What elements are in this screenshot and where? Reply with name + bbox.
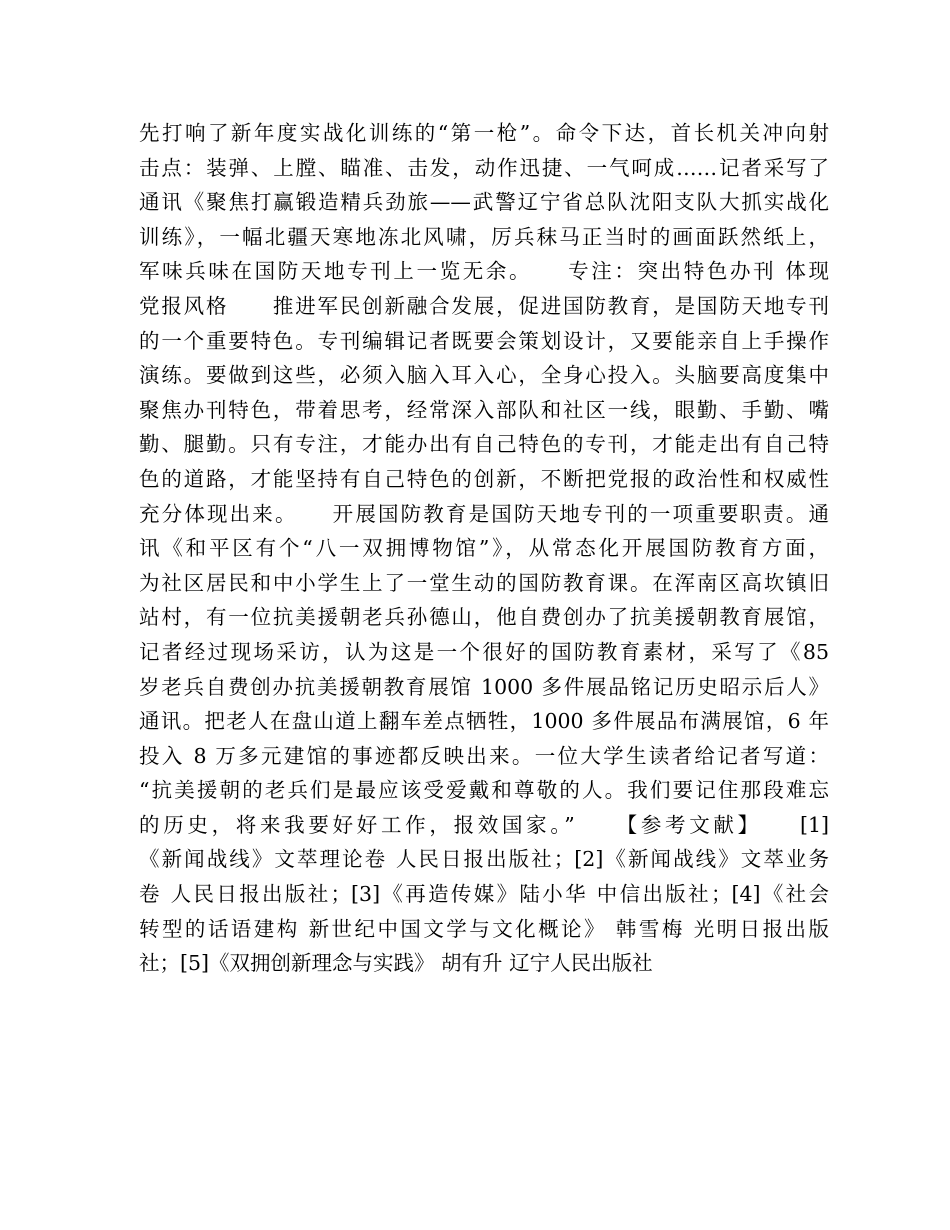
text-line-24: 转型的话语建构 新世纪中国文学与文化概论》 韩雪梅 光明日报出版: [139, 916, 829, 941]
text-line-11: 色的道路，才能坚持有自己特色的创新，不断把党报的政治性和权威性: [139, 466, 829, 491]
text-line-18: 通讯。把老人在盘山道上翻车差点牺牲，1000 多件展品布满展馆，6 年: [139, 709, 829, 734]
text-line-23: 卷 人民日报出版社；[3]《再造传媒》陆小华 中信出版社；[4]《社会: [139, 882, 829, 907]
text-line-10: 勤、腿勤。只有专注，才能办出有自己特色的专刊，才能走出有自己特: [139, 432, 829, 457]
text-line-6: 党报风格 推进军民创新融合发展，促进国防教育，是国防天地专刊: [139, 293, 829, 318]
text-line-16: 记者经过现场采访，认为这是一个很好的国防教育素材，采写了《85: [139, 639, 829, 664]
text-line-9: 聚焦办刊特色，带着思考，经常深入部队和社区一线，眼勤、手勤、嘴: [139, 397, 829, 422]
text-line-21: 的历史，将来我要好好工作，报效国家。” 【参考文献】 [1]: [139, 812, 829, 837]
text-line-15: 站村，有一位抗美援朝老兵孙德山，他自费创办了抗美援朝教育展馆，: [139, 605, 829, 630]
text-line-7: 的一个重要特色。专刊编辑记者既要会策划设计，又要能亲自上手操作: [139, 328, 829, 353]
text-line-5: 军味兵味在国防天地专刊上一览无余。 专注：突出特色办刊 体现: [139, 259, 829, 284]
text-line-3: 通讯《聚焦打赢锻造精兵劲旅——武警辽宁省总队沈阳支队大抓实战化: [139, 190, 829, 215]
text-line-14: 为社区居民和中小学生上了一堂生动的国防教育课。在浑南区高坎镇旧: [139, 570, 829, 595]
text-line-19: 投入 8 万多元建馆的事迹都反映出来。一位大学生读者给记者写道：: [139, 743, 829, 768]
text-line-8: 演练。要做到这些，必须入脑入耳入心，全身心投入。头脑要高度集中: [139, 363, 829, 388]
text-line-20: “抗美援朝的老兵们是最应该受爱戴和尊敬的人。我们要记住那段难忘: [139, 778, 829, 803]
text-line-25: 社；[5]《双拥创新理念与实践》 胡有升 辽宁人民出版社: [139, 951, 653, 976]
text-line-4: 训练》，一幅北疆天寒地冻北风啸，厉兵秣马正当时的画面跃然纸上，: [139, 224, 829, 249]
body-text: [139, 116, 829, 981]
text-line-22: 《新闻战线》文萃理论卷 人民日报出版社；[2]《新闻战线》文萃业务: [139, 847, 829, 872]
text-line-17: 岁老兵自费创办抗美援朝教育展馆 1000 多件展品铭记历史昭示后人》: [139, 674, 829, 699]
text-line-2: 击点：装弹、上膛、瞄准、击发，动作迅捷、一气呵成……记者采写了: [139, 155, 829, 180]
text-line-12: 充分体现出来。 开展国防教育是国防天地专刊的一项重要职责。通: [139, 501, 829, 526]
text-line-1: 先打响了新年度实战化训练的“第一枪”。命令下达，首长机关冲向射: [139, 121, 829, 145]
text-line-13: 讯《和平区有个“八一双拥博物馆”》，从常态化开展国防教育方面，: [139, 536, 829, 561]
